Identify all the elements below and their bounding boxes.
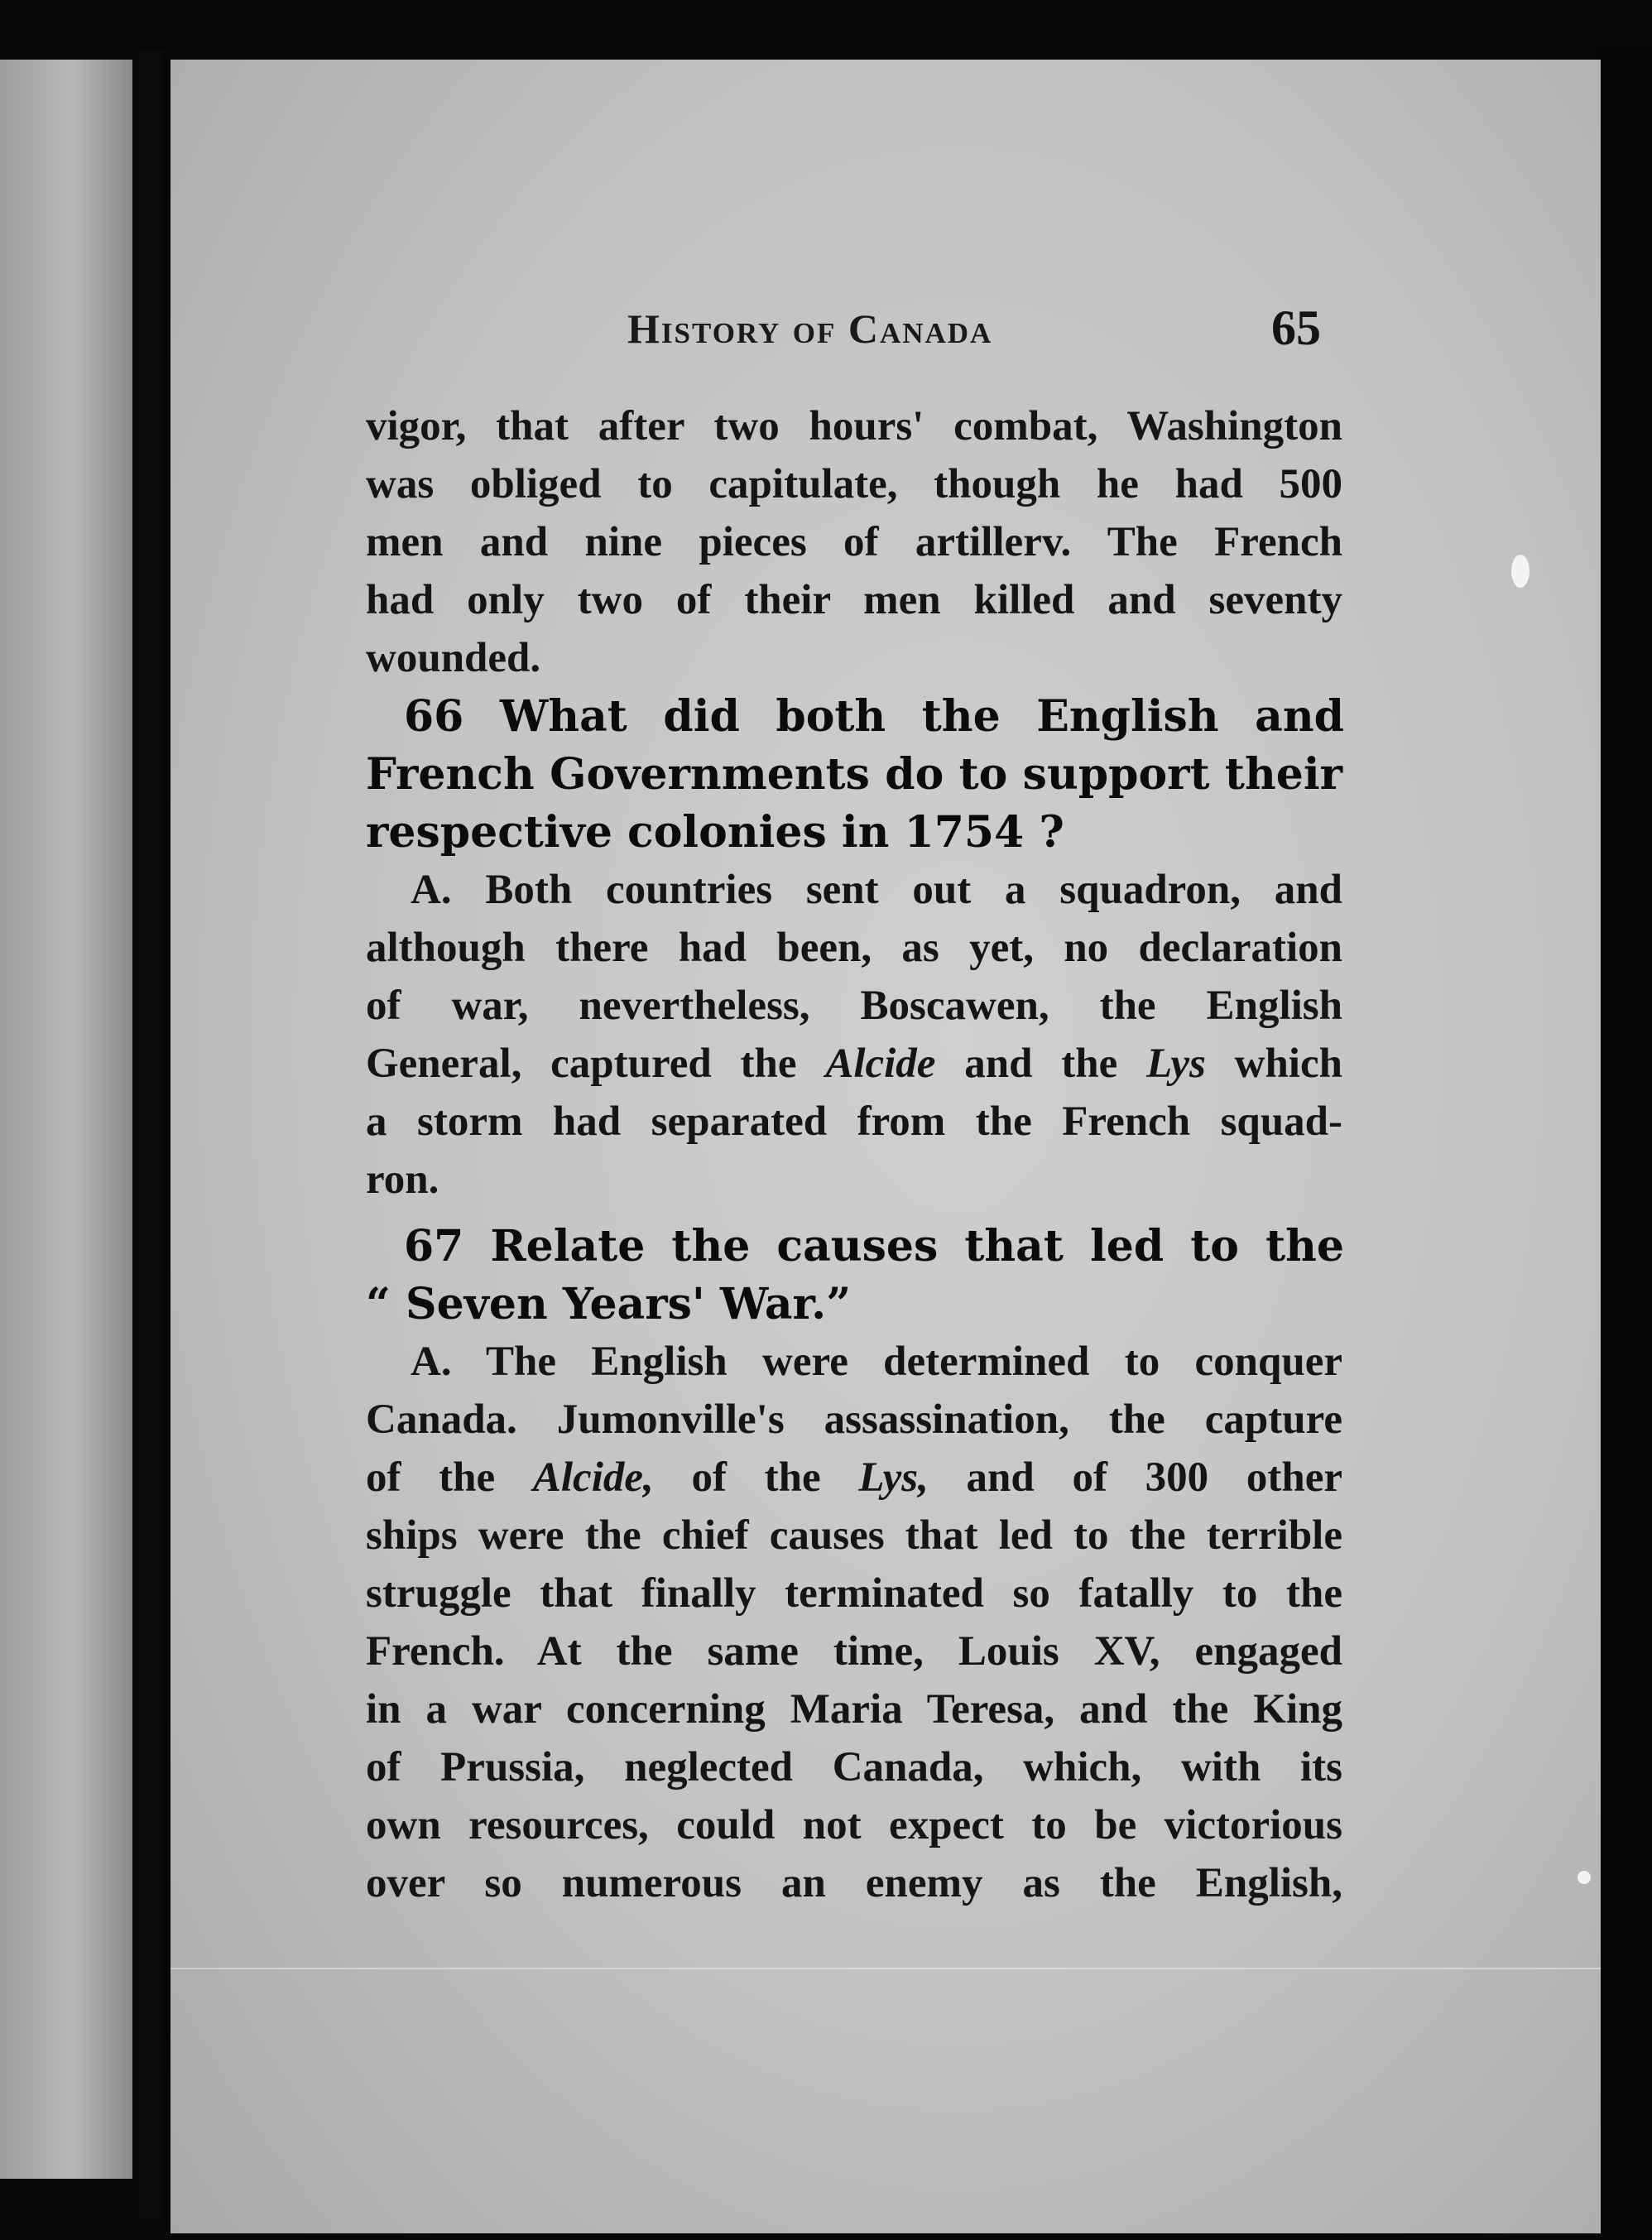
text-run: which [1205,1041,1342,1087]
body-line: men and nine pieces of artillerv. The French [366,519,1342,565]
page-header [170,300,1601,371]
ship-name: Lys [1146,1041,1206,1087]
body-line: ron. [366,1156,439,1203]
body-line: own resources, could not expect to be victorious [366,1802,1342,1848]
page-number: 65 [1271,300,1321,355]
question-66-line: respective colonies in 1754 ? [366,807,1064,858]
gutter-shadow [139,50,164,2218]
body-line: over so numerous an enemy as the English, [366,1860,1342,1906]
body-line: of war, nevertheless, Boscawen, the English [366,983,1342,1029]
answer-67: A. The English were determined to conquer [411,1339,1342,1385]
body-line: wounded. [366,635,541,681]
scan-line-artifact [170,1968,1601,1969]
paper-speck [1511,555,1530,588]
ship-name: Alcide [825,1041,936,1087]
ship-name: Alcide, [532,1454,654,1501]
body-line: vigor, that after two hours' combat, Washington [366,403,1342,449]
body-line: Canada. Jumonville's assassination, the capture [366,1396,1342,1443]
ship-name: Lys, [858,1454,929,1501]
body-line: had only two of their men killed and seventy [366,577,1342,623]
text-run: and of 300 other [928,1454,1342,1501]
body-line: ships were the chief causes that led to the terrible [366,1512,1342,1559]
running-head: History of Canada [627,305,993,352]
question-66-line: French Governments do to support their [366,749,1342,800]
text-run: of the [366,1454,533,1501]
text-run: General, captured the [366,1041,826,1087]
book-page [170,60,1601,2233]
question-66: 66 What did both the English and [404,691,1344,742]
text-run: and the [935,1041,1147,1087]
body-line: a storm had separated from the French squad- [366,1098,1342,1145]
question-67: 67 Relate the causes that led to the [404,1221,1344,1271]
answer-66: A. Both countries sent out a squadron, and [411,867,1342,913]
body-line: although there had been, as yet, no declaration [366,925,1342,971]
body-line: French. At the same time, Louis XV, engaged [366,1628,1342,1675]
body-line: of Prussia, neglected Canada, which, with its [366,1744,1342,1791]
body-line [366,1043,1342,1085]
question-67-line: “ Seven Years' War.” [366,1279,852,1329]
body-line: in a war concerning Maria Teresa, and the King [366,1686,1342,1733]
facing-page-edge [0,60,132,2179]
paper-speck [1578,1871,1591,1884]
text-run: of the [653,1454,859,1501]
body-line [366,1454,1342,1501]
scan-border-right [1601,50,1652,2240]
body-line: was obliged to capitulate, though he had 500 [366,461,1342,507]
body-line: struggle that finally terminated so fatally to the [366,1570,1342,1617]
